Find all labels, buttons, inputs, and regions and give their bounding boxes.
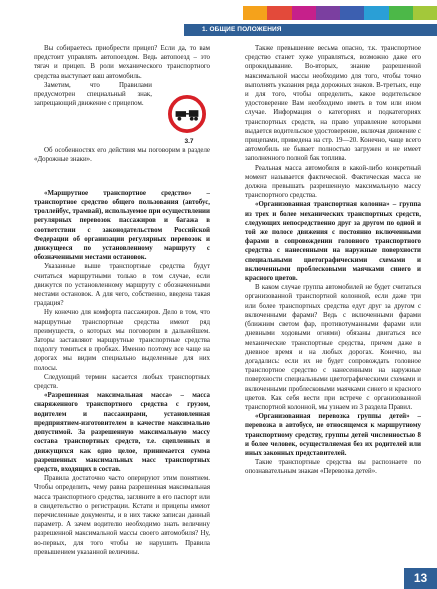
- sign-text: [34, 81, 152, 109]
- paragraph: Также превышение весьма опасно, т.к. транспортное средство станет хуже управляться, возможно даже его опрокидывание. Во-вторых, знание разрешенной максимальной массы необходимо для того, чтобы точно выполнять указания ряда дорожных знаков. В-третьих, еще и для того, чтобы определить, какое водительское удостоверение Вам необходимо иметь в том или ином случае. Информация о категориях и подкатегориях транспортных средств, на право управление которыми выдается водительское удостоверение, включая движение с прицепами, приведена на стр. 19—20. Конечно, чаще всего автомобиль не бывает полностью загружен и не имеет заполненного полной бак топлива.: [245, 45, 421, 163]
- paragraph: Указанные выше транспортные средства будут считаться маршрутными только в том случае, если движутся по установленному маршруту с обозначенными местами остановок. А для чего, собственно, введена такая градация?: [34, 263, 210, 308]
- paragraph: Вы собираетесь приобрести прицеп? Если да, то вам предстоит управлять автопоездом. Ведь автопоезд – это тягач и прицеп. В роли механического транспортного средства выступает ваш автомобиль.: [34, 45, 210, 80]
- definition-convoy: «Организованная транспортная колонна» – группа из трех и более механических транспортных средств, следующих непосредственно друг за другом по одной и той же полосе движения с постоянно включенными фарами в сопровождении головного транспортного средства с нанесенными на наружные поверхности специальными цветографическими схемами и включенными проблесковыми маячками синего и красного цветов.: [245, 201, 421, 283]
- color-strip: [243, 6, 437, 20]
- color-strip-segment: [389, 6, 413, 20]
- paragraph: Такие транспортные средства вы распознаете по опознавательным знакам «Перевозка детей».: [245, 459, 421, 476]
- color-strip-segment: [316, 6, 340, 20]
- paragraph: В каком случае группа автомобилей не будет считаться организованной транспортной колонной, если даже три или более транспортных средства едут друг за другом с включенными фарами? Ведь с включенными фарами (ближним светом фар, противотуманными фарами или дневными ходовыми огнями) обязаны двигаться все механические транспортные средства, причем даже в дневное время и на любых дорогах. Конечно, вы догадались: если их не будет сопровождать головное транспортное средство с нанесенными на наружные поверхности специальными цветографическими схемами и включенными проблесковыми маячками синего и красного цветов. Как себя вести при встрече с организованной транспортной колонной, мы узнаем из 3 раздела Правил.: [245, 284, 421, 411]
- definition-route-vehicle: «Маршрутное транспортное средство» – транспортное средство общего пользования (автобус, троллейбус, трамвай), используемое при осуществлении регулярных перевозок пассажиров и багажа в соответствии с законодательством Российской Федерации об организации регулярных перевозок и движущееся по установленному маршруту с обозначенными местами остановок.: [34, 189, 210, 262]
- section-title: 1. ОБЩИЕ ПОЛОЖЕНИЯ: [184, 24, 437, 36]
- color-strip-segment: [267, 6, 291, 20]
- color-strip-segment: [413, 6, 437, 20]
- paragraph: Следующий термин касается любых транспортных средств.: [34, 373, 210, 391]
- sign-number: 3.7: [184, 137, 194, 145]
- paragraph: Об особенностях его действия мы поговорим в разделе «Дорожные знаки».: [34, 146, 210, 164]
- definition-children-transport: «Организованная перевозка группы детей» – перевозка в автобусе, не относящемся к маршрутному транспортному средству, группы детей численностью 8 и более человек, осуществляемая без их родителей или иных законных представителей.: [245, 413, 421, 457]
- paragraph: Правила достаточно часто оперируют этим понятием. Чтобы определить, чему равна разрешенная максимальная масса транспортного средства, загляните в его паспорт или в свидетельство о регистрации. Кстати и прицепы имеют перечисленные документы, и в них также записан данный параметр. А зачем водителю необходимо знать величину разрешенной максимальной массы своего автомобиля? Ну, во-первых, для того чтобы не нарушить Правила превышением указанной величины.: [34, 475, 210, 556]
- paragraph: Ну конечно для комфорта пассажиров. Дело в том, что маршрутные транспортные средства имеют ряд преимуществ, о которых мы поговорим в дальнейшем. Заторы заставляют маршрутные транспортные средства подолгу томиться в пробках. Именно поэтому все чаще на дорогах мы видим специально выделенные для них полосы.: [34, 309, 210, 372]
- sign-block: [34, 81, 210, 189]
- page-number: 13: [404, 568, 437, 589]
- page-header: [0, 0, 437, 38]
- color-strip-segment: [292, 6, 316, 20]
- paragraph: Заметим, что Правилами предусмотрен специальный знак, запрещающий движение с прицепом.: [34, 81, 152, 108]
- right-column: [245, 44, 421, 477]
- color-strip-segment: [364, 6, 388, 20]
- left-column: [34, 44, 210, 557]
- sign-caption-text: [34, 146, 210, 164]
- paragraph: Реальная масса автомобиля в какой-либо конкретный момент называется фактической. Фактическая масса не должна превышать разрешенную максимальную массу транспортного средства.: [245, 164, 421, 200]
- no-trailer-sign-icon: [168, 95, 206, 133]
- color-strip-segment: [243, 6, 267, 20]
- color-strip-segment: [340, 6, 364, 20]
- definition-max-mass: «Разрешенная максимальная масса» – масса снаряженного транспортного средства с грузом, водителем и пассажирами, установленная предприятием-изготовителем в качестве максимально допустимой. За разрешенную максимальную массу состава транспортных средств, т.е. сцепленных и движущихся как одно целое, принимается сумма разрешенных максимальных масс транспортных средств, входящих в состав.: [34, 392, 210, 473]
